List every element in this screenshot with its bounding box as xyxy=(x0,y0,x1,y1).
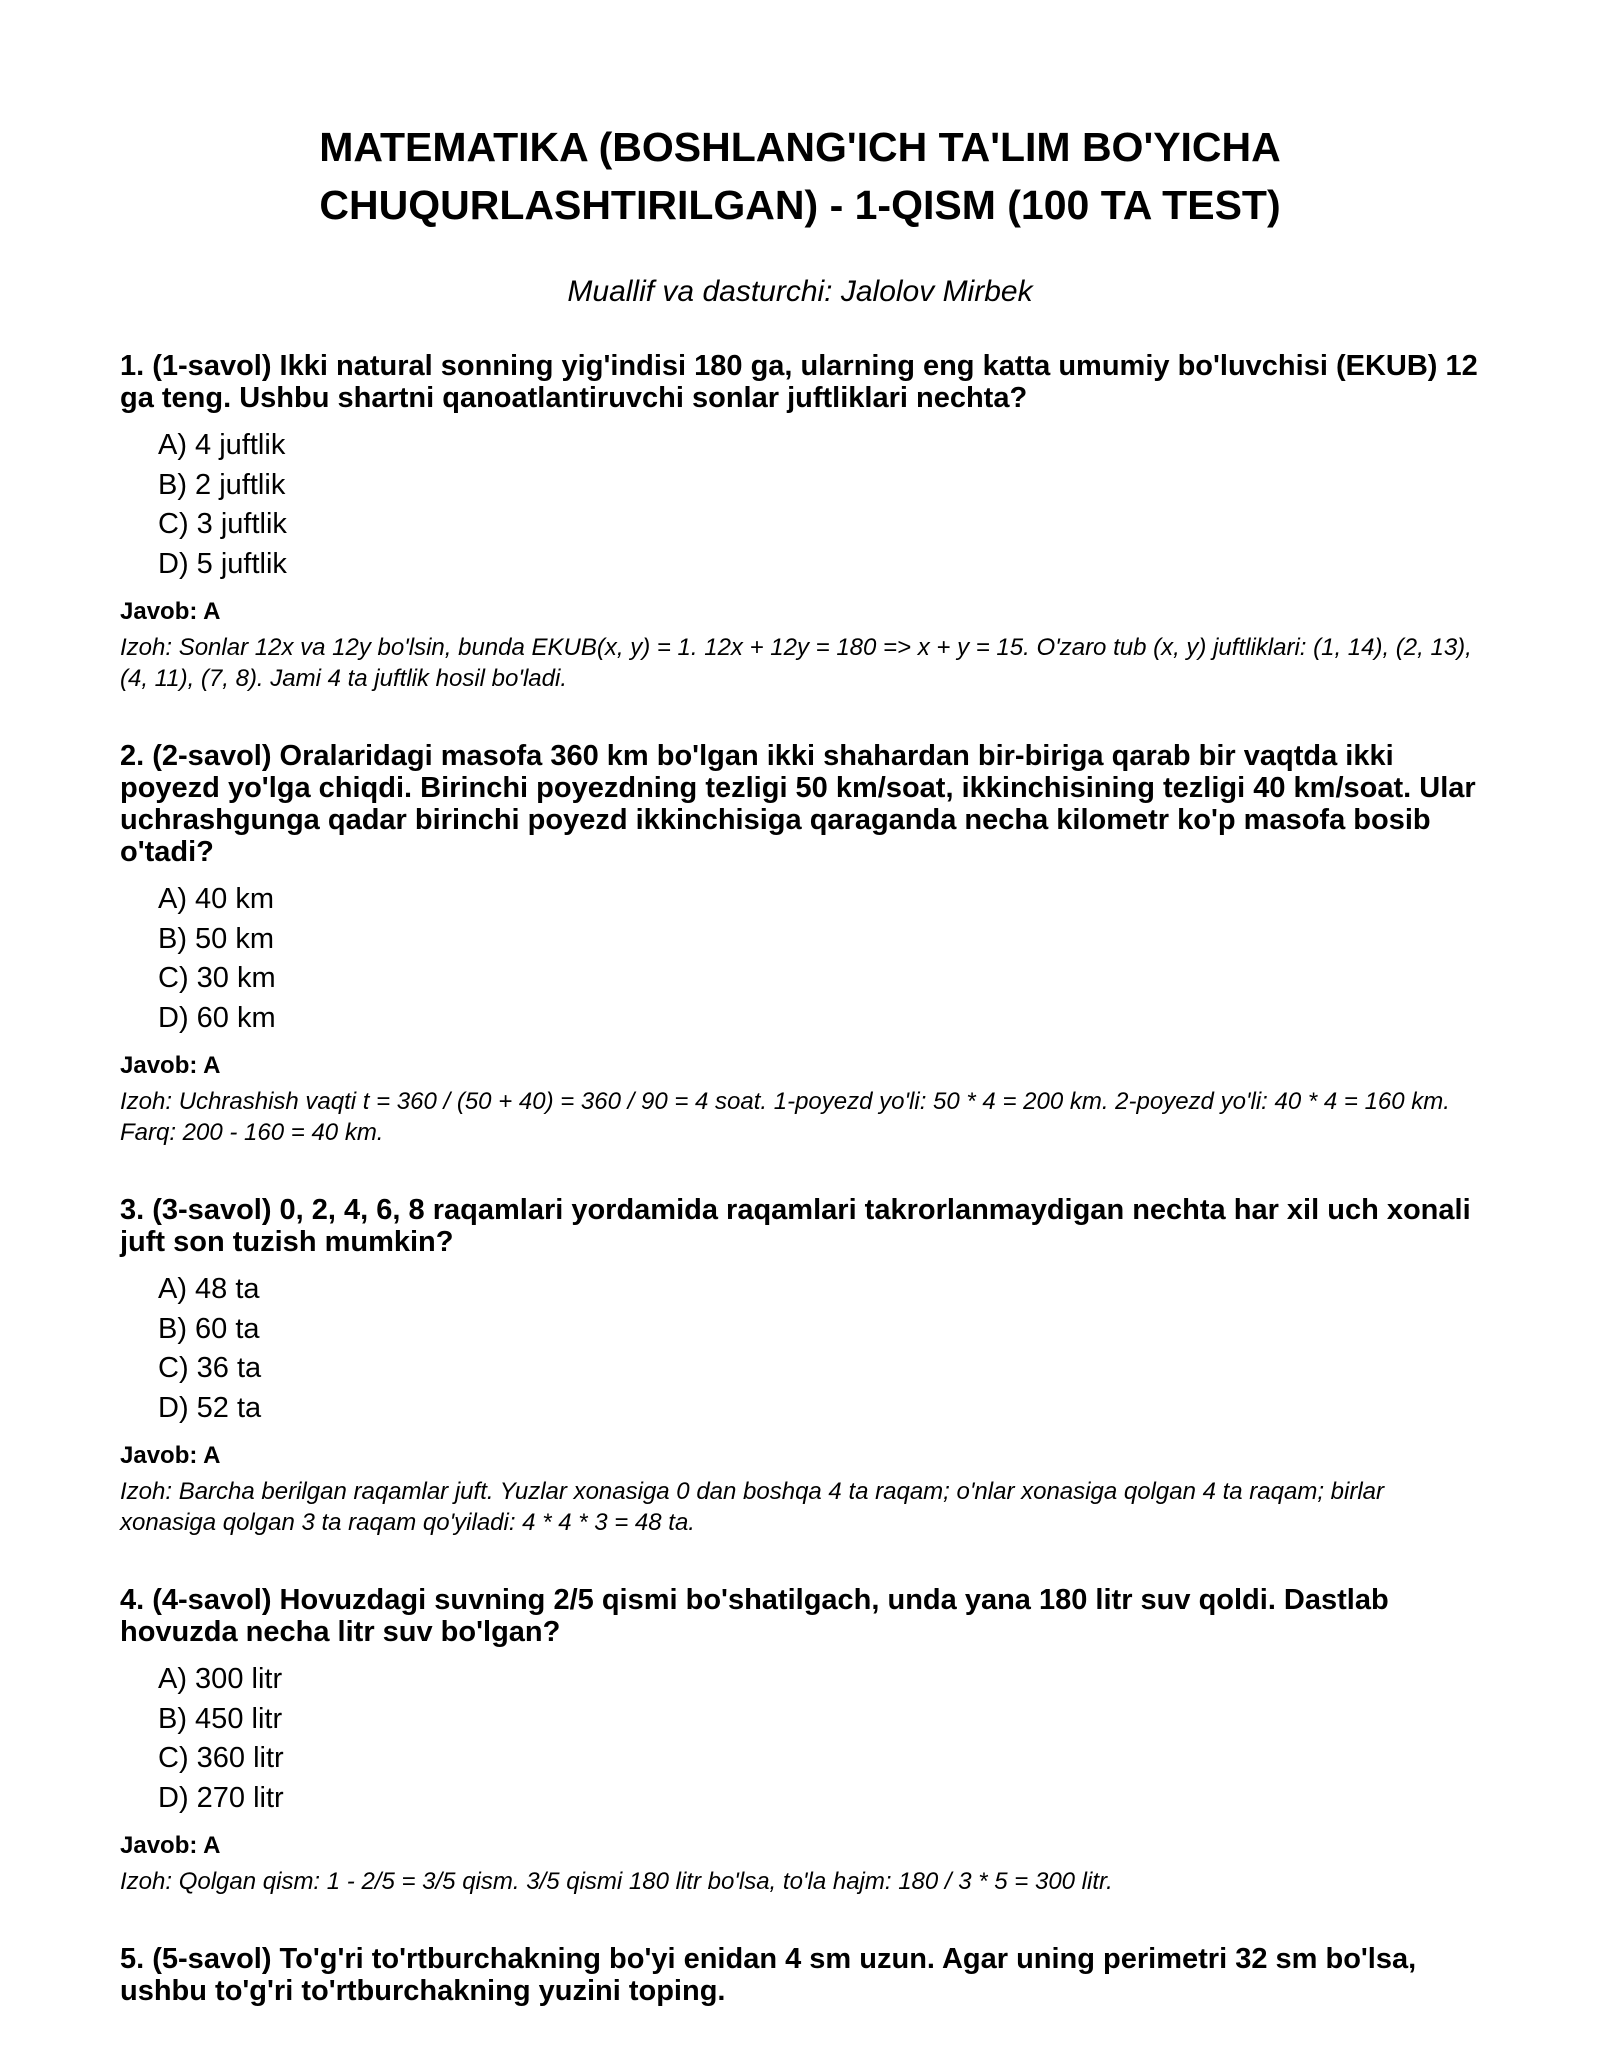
question-2 xyxy=(120,740,1480,1148)
option-list xyxy=(120,426,1480,584)
option-c: C) 30 km xyxy=(158,962,276,994)
option-a: A) 48 ta xyxy=(158,1273,260,1305)
option-a: A) 300 litr xyxy=(158,1663,283,1695)
question-text: 5. (5-savol) To'g'ri to'rtburchakning bo'yi enidan 4 sm uzun. Agar uning perimetri 32 sm bo'lsa, ushbu to'g'ri to'rtburchakning yuzini toping. xyxy=(120,1943,1417,2007)
option-d: D) 270 litr xyxy=(158,1781,284,1814)
option-d: D) 5 juftlik xyxy=(158,547,287,580)
option-a: A) 4 juftlik xyxy=(158,429,286,461)
option-a: A) 40 km xyxy=(158,883,275,915)
explanation-text: Izoh: Sonlar 12x va 12y bo'lsin, bunda EKUB(x, y) = 1. 12x + 12y = 180 => x + y = 15. O'zaro tub (x, y) juftliklari: (1, 14), (2, 13), (4, 11), (7, 8). Jami 4 ta juftlik hosil bo'ladi. xyxy=(120,634,1472,692)
question-text: 4. (4-savol) Hovuzdagi suvning 2/5 qismi bo'shatilgach, unda yana 180 litr suv qoldi. Dastlab hovuzda necha litr suv bo'lgan? xyxy=(120,1584,1389,1648)
option-list xyxy=(120,880,1480,1038)
answer-label: Javob: A xyxy=(120,598,221,625)
explanation-text: Izoh: Uchrashish vaqti t = 360 / (50 + 40) = 360 / 90 = 4 soat. 1-poyezd yo'li: 50 * 4 = 200 km. 2-poyezd yo'li: 40 * 4 = 160 km. Farq: 200 - 160 = 40 km. xyxy=(120,1088,1450,1146)
question-text: 3. (3-savol) 0, 2, 4, 6, 8 raqamlari yordamida raqamlari takrorlanmaydigan nechta har xil uch xonali juft son tuzish mumkin? xyxy=(120,1194,1471,1258)
option-c: C) 36 ta xyxy=(158,1352,262,1384)
question-text: 1. (1-savol) Ikki natural sonning yig'indisi 180 ga, ularning eng katta umumiy bo'luvchisi (EKUB) 12 ga teng. Ushbu shartni qanoatlantiruvchi sonlar juftliklari nechta? xyxy=(120,350,1478,414)
option-d: D) 52 ta xyxy=(158,1391,262,1424)
option-b: B) 450 litr xyxy=(158,1702,283,1735)
answer-label: Javob: A xyxy=(120,1442,221,1469)
document-author: Muallif va dasturchi: Jalolov Mirbek xyxy=(567,275,1033,308)
answer-label: Javob: A xyxy=(120,1052,221,1079)
explanation-text: Izoh: Qolgan qism: 1 - 2/5 = 3/5 qism. 3/5 qismi 180 litr bo'lsa, to'la hajm: 180 / 3 * 5 = 300 litr. xyxy=(120,1868,1113,1895)
question-5 xyxy=(120,1943,1480,2007)
option-c: C) 360 litr xyxy=(158,1742,284,1774)
question-text: 2. (2-savol) Oralaridagi masofa 360 km bo'lgan ikki shahardan bir-biriga qarab bir vaqtda ikki poyezd yo'lga chiqdi. Birinchi poyezdning tezligi 50 km/soat, ikkinchisining tezligi 40 km/soat. Ular uchrashgunga qadar birinchi poyezd ikkinchisiga qaraganda necha kilometr ko'p masofa bosib o'tadi? xyxy=(120,740,1476,868)
option-d: D) 60 km xyxy=(158,1001,276,1034)
question-1 xyxy=(120,350,1480,694)
document-title: MATEMATIKA (BOSHLANG'ICH TA'LIM BO'YICHA CHUQURLASHTIRILGAN) - 1-QISM (100 TA TEST) xyxy=(319,124,1281,228)
option-b: B) 60 ta xyxy=(158,1312,260,1345)
option-b: B) 50 km xyxy=(158,922,275,955)
option-b: B) 2 juftlik xyxy=(158,468,286,501)
question-4 xyxy=(120,1584,1480,1897)
answer-label: Javob: A xyxy=(120,1832,221,1859)
explanation-text: Izoh: Barcha berilgan raqamlar juft. Yuzlar xonasiga 0 dan boshqa 4 ta raqam; o'nlar xonasiga qolgan 4 ta raqam; birlar xonasiga qolgan 3 ta raqam qo'yiladi: 4 * 4 * 3 = 48 ta. xyxy=(120,1478,1384,1536)
option-c: C) 3 juftlik xyxy=(158,508,287,540)
question-3 xyxy=(120,1194,1480,1538)
option-list xyxy=(120,1270,1480,1428)
option-list xyxy=(120,1660,1480,1818)
